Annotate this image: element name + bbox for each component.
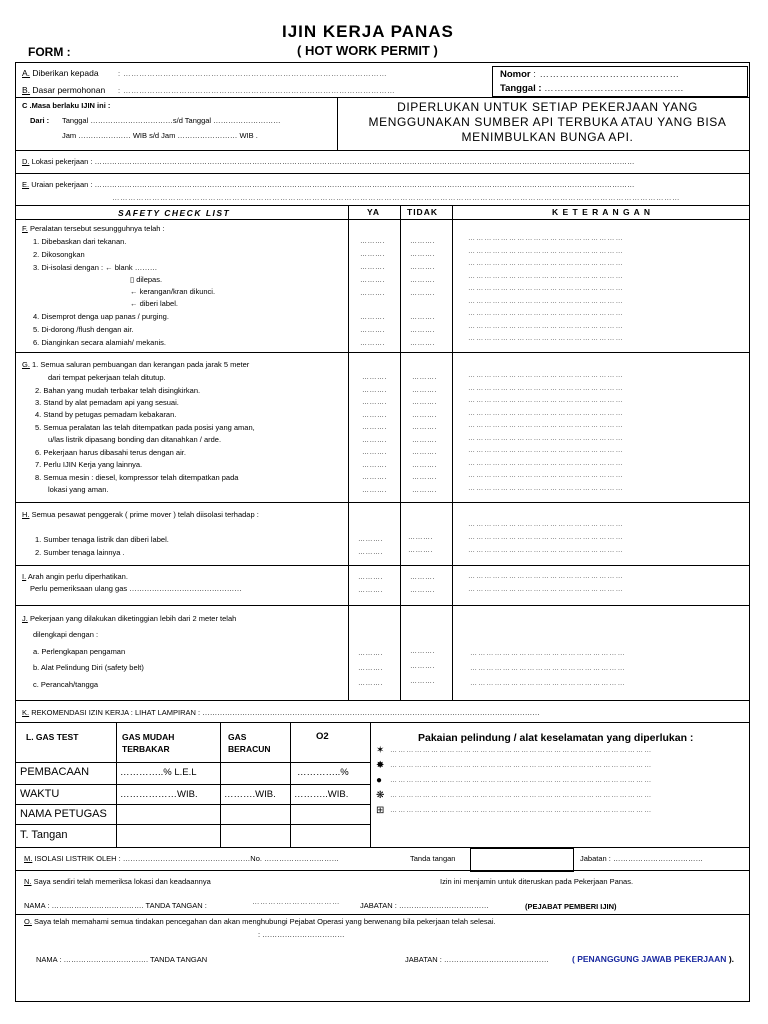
h-item: 1. Sumber tenaga listrik dan diberi label.	[35, 535, 169, 544]
gas-cell[interactable]: ……….WIB.	[224, 789, 276, 800]
j-item: c. Perancah/tangga	[33, 680, 99, 689]
jam-range[interactable]: Jam ………………… WIB s/d Jam …………………… WIB .	[62, 131, 258, 140]
section-j-letter: J.	[22, 614, 28, 623]
dasar-field[interactable]: : …………………………………………………………………………………………	[118, 86, 396, 95]
o-jabatan-field[interactable]: JABATAN : ……………………………………	[405, 955, 549, 964]
dasar-label: Dasar permohonan	[32, 85, 106, 95]
ppe-field[interactable]: ……………………………………………………………………………………	[390, 777, 653, 784]
keterangan-header: K E T E R A N G A N	[552, 207, 651, 217]
gas-col3: O2	[316, 731, 329, 742]
g-item: dari tempat pekerjaan telah ditutup.	[48, 373, 166, 382]
section-c-title: C .Masa berlaku IJIN ini :	[22, 101, 111, 110]
ppe-field[interactable]: ……………………………………………………………………………………	[390, 792, 653, 799]
g-item: 7. Perlu IJIN Kerja yang lainnya.	[35, 460, 143, 469]
o-role-end: ).	[728, 954, 735, 964]
section-b-letter: B.	[22, 85, 31, 95]
n-text2: Izin ini menjamin untuk diteruskan pada Pekerjaan Panas.	[440, 877, 634, 886]
gas-cell[interactable]: ………………WIB.	[120, 789, 198, 800]
f-item: 3. Di-isolasi dengan : ← blank ………	[33, 263, 158, 272]
n-jabatan-field[interactable]: JABATAN : ………………………………	[360, 901, 489, 910]
gas-cell[interactable]: …………..% L.E.L	[120, 767, 197, 778]
rekomendasi-field[interactable]: REKOMENDASI IZIN KERJA : LIHAT LAMPIRAN : ………………………………………………………………………………………………………………………	[31, 708, 540, 717]
gas-test-title: L. GAS TEST	[26, 732, 79, 742]
g-item: 5. Semua peralatan las telah ditempatkan pada posisi yang aman,	[35, 423, 255, 432]
section-d-letter: D.	[22, 157, 30, 166]
section-a-letter: A.	[22, 68, 31, 78]
f-item: 1. Dibebaskan dari tekanan.	[33, 237, 127, 246]
f-item: 6. Dianginkan secara alamiah/ mekanis.	[33, 338, 166, 347]
ppe-field[interactable]: ……………………………………………………………………………………	[390, 762, 653, 769]
tanggal-label: Tanggal :	[500, 83, 542, 94]
f-intro: Peralatan tersebut sesungguhnya telah :	[29, 224, 165, 233]
gas-row-label: NAMA PETUGAS	[20, 808, 107, 820]
signature-box[interactable]	[470, 848, 574, 872]
g-item: 2. Bahan yang mudah terbakar telah disingkirkan.	[35, 386, 201, 395]
section-h-letter: H.	[22, 510, 30, 519]
n-nama-field[interactable]: NAMA : ………………………………. TANDA TANGAN :	[24, 901, 207, 910]
diberikan-field[interactable]: : ………………………………………………………………………………………	[118, 69, 388, 78]
n-text: Saya sendiri telah memeriksa lokasi dan keadaannya	[33, 877, 211, 886]
o-role: ( PENANGGUNG JAWAB PEKERJAAN	[572, 954, 727, 964]
j-item: b. Alat Pelindung Diri (safety belt)	[33, 663, 144, 672]
f-item: 4. Disemprot denga uap panas / purging.	[33, 312, 169, 321]
section-k-letter: K.	[22, 708, 30, 717]
gas-row-label: PEMBACAAN	[20, 766, 90, 778]
uraian-field[interactable]: Uraian pekerjaan : ………………………………………………………………………………………………………………………………………………………………………………………………	[31, 180, 635, 189]
g-item: lokasi yang aman.	[48, 485, 109, 494]
o-sub-field[interactable]: : ……………………………	[258, 930, 345, 939]
n-signature-field[interactable]: ……………………………	[252, 897, 340, 906]
n-role: (PEJABAT PEMBERI IJIN)	[525, 902, 617, 911]
f-item: ← kerangan/kran dikunci.	[130, 287, 216, 296]
ppe-bullet-cross-icon: ⊞	[376, 805, 385, 816]
f-item: ▯ dilepas.	[130, 275, 163, 284]
g-item: 1. Semua saluran pembuangan dan kerangan pada jarak 5 meter	[32, 360, 250, 369]
tanda-tangan-label: Tanda tangan	[410, 854, 456, 863]
g-item: 8. Semua mesin : diesel, kompressor telah ditempatkan pada	[35, 473, 239, 482]
h-item: 2. Sumber tenaga lainnya .	[35, 548, 125, 557]
i-line1: Arah angin perlu diperhatikan.	[27, 572, 128, 581]
ppe-title: Pakaian pelindung / alat keselamatan yang diperlukan :	[418, 732, 694, 744]
ppe-bullet-snow-icon: ❋	[376, 790, 385, 801]
ppe-bullet-star-icon: ✶	[376, 745, 385, 756]
dari-label: Dari :	[30, 116, 50, 125]
section-o-letter: O.	[24, 917, 32, 926]
nomor-label: Nomor	[500, 69, 531, 80]
f-item: 5. Di-dorong /flush dengan air.	[33, 325, 134, 334]
page-title: IJIN KERJA PANAS	[282, 22, 454, 41]
section-g-letter: G.	[22, 360, 30, 369]
o-nama-field[interactable]: NAMA : ……………………………. TANDA TANGAN	[36, 955, 208, 964]
ppe-bullet-sun-icon: ✸	[376, 760, 385, 771]
checklist-title: SAFETY CHECK LIST	[118, 208, 231, 218]
form-label: FORM :	[28, 45, 71, 59]
tidak-header: TIDAK	[407, 207, 438, 217]
g-item: 3. Stand by alat pemadam api yang sesuai.	[35, 398, 179, 407]
g-item: 6. Pekerjaan harus dibasahi terus dengan air.	[35, 448, 186, 457]
ppe-bullet-dot-icon: ●	[376, 775, 383, 786]
gas-col1: GAS MUDAH TERBAKAR	[122, 732, 175, 754]
g-item: 4. Stand by petugas pemadam kebakaran.	[35, 410, 177, 419]
section-e-letter: E.	[22, 180, 30, 189]
section-n-letter: N.	[24, 877, 32, 886]
j-item: a. Perlengkapan pengaman	[33, 647, 126, 656]
section-f-letter: F.	[22, 224, 28, 233]
ya-header: YA	[367, 207, 381, 217]
tanggal-range[interactable]: Tanggal ……………………………s/d Tanggal ………………………	[62, 116, 281, 125]
diberikan-label: Diberikan kepada	[32, 68, 99, 78]
nomor-field[interactable]: : ……………………………………	[533, 69, 680, 80]
j-line2: dilengkapi dengan :	[33, 630, 99, 639]
j-line1: Pekerjaan yang dilakukan diketinggian lebih dari 2 meter telah	[29, 614, 237, 623]
tanggal-field[interactable]: ……………………………………	[544, 83, 685, 94]
f-item: ← diberi label.	[130, 299, 178, 308]
ppe-field[interactable]: ……………………………………………………………………………………	[390, 807, 653, 814]
gas-cell[interactable]: …………..%	[297, 767, 349, 778]
section-m-letter: M.	[24, 854, 33, 863]
i-line2[interactable]: Perlu pemeriksaan ulang gas ………………………………………	[30, 584, 242, 593]
h-intro: Semua pesawat penggerak ( prime mover ) telah diisolasi terhadap :	[31, 510, 259, 519]
section-i-letter: I.	[22, 572, 27, 581]
gas-cell[interactable]: ………..WIB.	[294, 789, 349, 800]
page-subtitle: ( HOT WORK PERMIT )	[297, 43, 438, 58]
o-text: Saya telah memahami semua tindakan pencegahan dan akan menghubungi Pejabat Operasi yang berwenang bila pekerjaan telah selesai.	[34, 917, 496, 926]
ppe-field[interactable]: ……………………………………………………………………………………	[390, 747, 653, 754]
gas-row-label: WAKTU	[20, 788, 60, 800]
gas-col2: GAS BERACUN	[228, 732, 271, 754]
lokasi-field[interactable]: Lokasi pekerjaan : ………………………………………………………………………………………………………………………………………………………………………………………………	[31, 157, 635, 166]
notice-text: DIPERLUKAN UNTUK SETIAP PEKERJAAN YANG MENGGUNAKAN SUMBER API TERBUKA ATAU YANG BISA MENIMBULKAN BUNGA API.	[368, 100, 727, 144]
g-item: u/las listrik dipasang bonding dan ditanahkan / arde.	[48, 435, 222, 444]
f-item: 2. Dikosongkan	[33, 250, 85, 259]
gas-row-label: T. Tangan	[20, 829, 68, 841]
isolasi-field[interactable]: ISOLASI LISTRIK OLEH : ……………………………………………No. …………………………	[34, 854, 340, 863]
jabatan-field[interactable]: Jabatan : ………………………………	[580, 854, 703, 863]
